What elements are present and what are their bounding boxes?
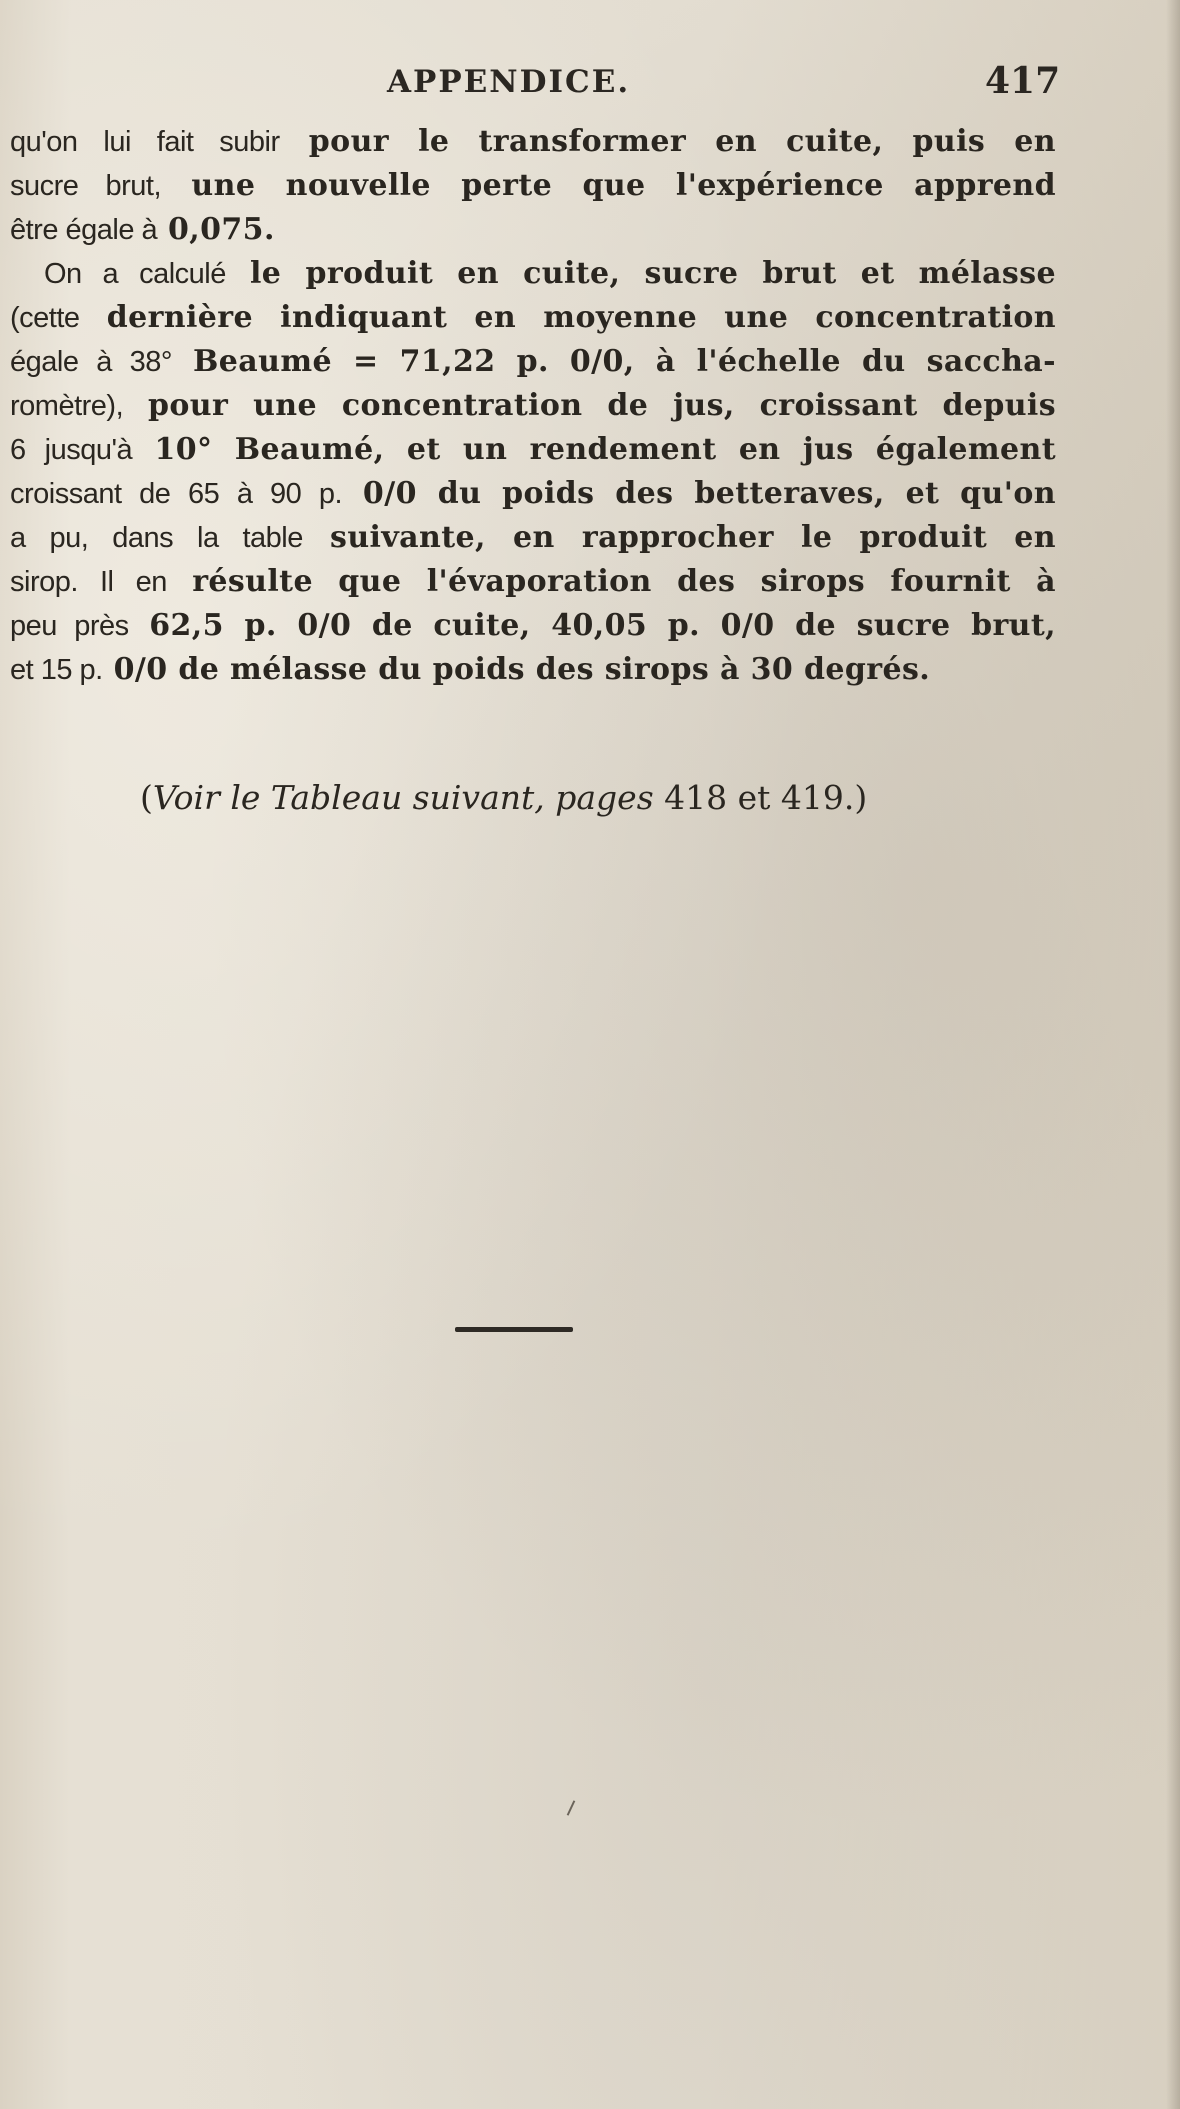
text-line <box>10 340 1056 384</box>
line-rest: 62,5 p. 0/0 de cuite, 40,05 p. 0/0 de sucre brut, <box>128 608 1056 643</box>
line-rest: 0/0 de mélasse du poids des sirops à 30 degrés. <box>102 652 931 687</box>
page-number: 417 <box>985 60 1061 102</box>
text-line <box>10 516 1056 560</box>
text-line <box>10 252 1056 296</box>
line-rest: 10° Beaumé, et un rendement en jus également <box>132 432 1056 467</box>
line-rest: une nouvelle perte que l'expérience apprend <box>161 168 1057 203</box>
line-rest: 0,075. <box>157 212 275 247</box>
reference-pages: 418 et 419. <box>653 778 855 817</box>
text-line <box>10 208 1056 252</box>
line-rest: pour une concentration de jus, croissant depuis <box>123 388 1056 423</box>
text-line <box>10 120 1056 164</box>
text-line <box>10 296 1056 340</box>
line-lead: a pu, dans la table <box>10 522 303 554</box>
reference-italic-text: Voir le Tableau suivant, pages <box>152 778 654 817</box>
line-lead: qu'on lui fait subir <box>10 126 280 158</box>
line-rest: 0/0 du poids des betteraves, et qu'on <box>342 476 1056 511</box>
text-line <box>10 560 1056 604</box>
line-rest: pour le transformer en cuite, puis en <box>279 124 1056 159</box>
text-line <box>10 428 1056 472</box>
line-rest: résulte que l'évaporation des sirops fournit à <box>166 564 1056 599</box>
text-line <box>10 648 1056 692</box>
table-reference-note <box>140 778 867 817</box>
line-lead: être égale à <box>10 214 158 246</box>
line-rest: suivante, en rapprocher le produit en <box>302 520 1056 555</box>
body-text <box>10 120 1056 692</box>
line-rest: Beaumé = 71,22 p. 0/0, à l'échelle du saccha- <box>171 344 1056 379</box>
ink-mark <box>567 1800 576 1815</box>
section-divider <box>455 1327 573 1332</box>
line-rest: le produit en cuite, sucre brut et mélasse <box>225 256 1057 291</box>
line-lead: romètre), <box>10 390 124 422</box>
text-line <box>10 384 1056 428</box>
page-edge-shadow <box>1166 0 1180 2109</box>
text-line <box>10 164 1056 208</box>
line-lead: 6 jusqu'à <box>10 434 133 466</box>
line-lead: (cette <box>10 302 80 334</box>
line-lead: sirop. Il en <box>10 566 167 598</box>
running-head <box>0 60 1180 106</box>
reference-open-paren: ( <box>140 778 153 817</box>
text-line <box>10 604 1056 648</box>
reference-close-paren: ) <box>854 778 868 817</box>
line-lead: égale à 38° <box>10 346 172 378</box>
line-lead: sucre brut, <box>10 170 162 202</box>
text-line <box>10 472 1056 516</box>
header-title: APPENDICE. <box>387 64 631 100</box>
line-lead: peu près <box>10 610 129 642</box>
line-rest: dernière indiquant en moyenne une concentration <box>79 300 1056 335</box>
line-lead: croissant de 65 à 90 p. <box>10 478 343 510</box>
line-lead: et 15 p. <box>10 654 103 686</box>
line-lead: On a calculé <box>44 258 226 290</box>
